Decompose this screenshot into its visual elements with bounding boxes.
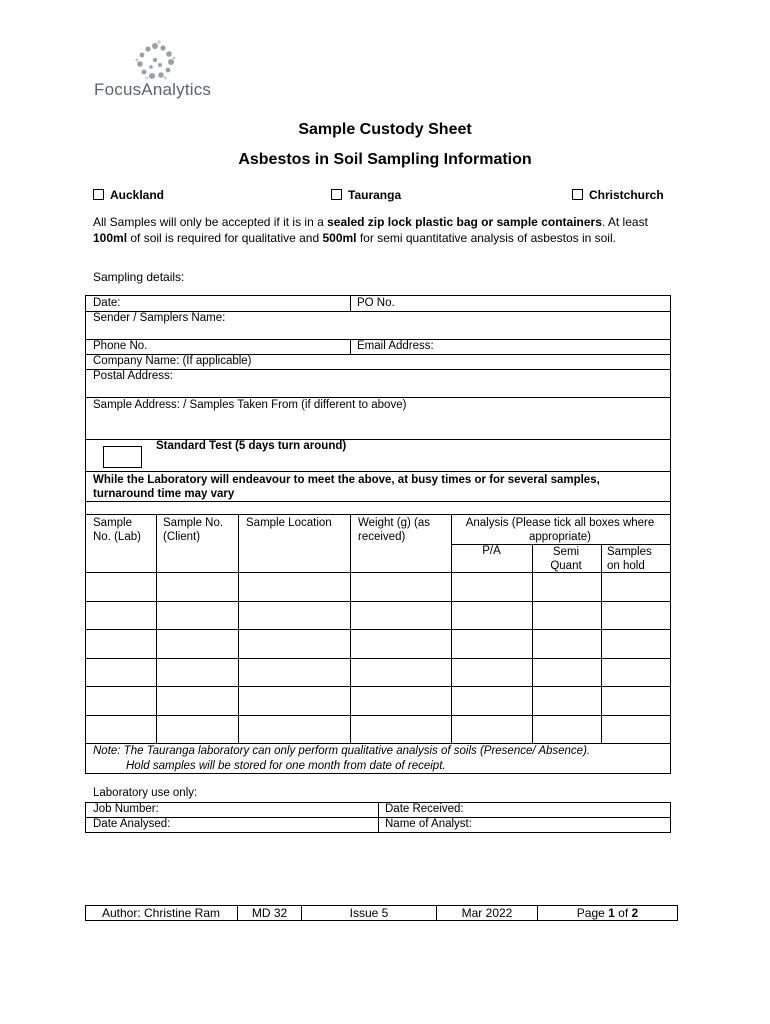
col-semi-quant: Semi Quant (550, 546, 582, 572)
sampling-details-label: Sampling details: (93, 270, 185, 284)
standard-test-checkbox[interactable] (103, 446, 142, 468)
lab-use-label: Laboratory use only: (93, 787, 198, 799)
col-sample-location: Sample Location (246, 517, 332, 529)
note-line1: Note: The Tauranga laboratory can only perform qualitative analysis of soils (Presence/ Absence). (93, 745, 591, 757)
checkbox-icon[interactable] (93, 189, 104, 200)
sample-address-label: Sample Address: / Samples Taken From (if different to above) (93, 399, 407, 411)
email-label: Email Address: (357, 340, 434, 352)
footer-doc-code: MD 32 (251, 906, 288, 920)
checkbox-icon[interactable] (331, 189, 342, 200)
intro-paragraph: All Samples will only be accepted if it is in a sealed zip lock plastic bag or sample containers. At least 100ml of soil is required for qualitative and 500ml for semi quantitative analysis of asbestos in soil. (93, 215, 648, 245)
col-samples-hold: Samples on hold (607, 546, 652, 572)
col-sample-lab: Sample No. (Lab) (93, 517, 141, 543)
footer-date: Mar 2022 (461, 906, 513, 920)
lab-use-table (85, 802, 671, 833)
page-subtitle: Asbestos in Soil Sampling Information (238, 151, 532, 168)
postal-label: Postal Address: (93, 370, 173, 382)
date-label: Date: (93, 297, 121, 309)
footer-issue: Issue 5 (349, 906, 389, 920)
page-title: Sample Custody Sheet (298, 121, 472, 138)
date-received-label: Date Received: (385, 803, 464, 815)
location-tauranga[interactable]: Tauranga (331, 188, 401, 202)
sender-label: Sender / Samplers Name: (93, 312, 226, 324)
note-line2: Hold samples will be stored for one month from date of receipt. (126, 760, 446, 772)
date-analysed-label: Date Analysed: (93, 818, 171, 830)
col-pa: P/A (482, 545, 501, 557)
standard-test-label: Standard Test (5 days turn around) (156, 440, 347, 452)
po-label: PO No. (357, 297, 395, 309)
company-logo (90, 40, 230, 102)
logo-dots-icon (125, 40, 185, 82)
phone-label: Phone No. (93, 340, 148, 352)
sampling-form (85, 295, 671, 774)
col-sample-client: Sample No. (Client) (163, 517, 224, 543)
location-auckland[interactable]: Auckland (93, 188, 164, 202)
logo-text: FocusAnalytics (94, 80, 212, 99)
footer-page: Page 1 of 2 (576, 906, 639, 920)
col-analysis: Analysis (Please tick all boxes where appropriate) (465, 517, 655, 543)
location-christchurch[interactable]: Christchurch (572, 188, 664, 202)
analyst-label: Name of Analyst: (385, 818, 472, 830)
document-footer (85, 905, 678, 921)
footer-author: Author: Christine Ram (101, 906, 221, 920)
col-weight: Weight (g) (as received) (358, 517, 431, 543)
turnaround-notice: While the Laboratory will endeavour to meet the above, at busy times or for several samples, turnaround time may vary (93, 474, 600, 500)
company-label: Company Name: (If applicable) (93, 355, 252, 367)
job-number-label: Job Number: (93, 803, 159, 815)
checkbox-icon[interactable] (572, 189, 583, 200)
